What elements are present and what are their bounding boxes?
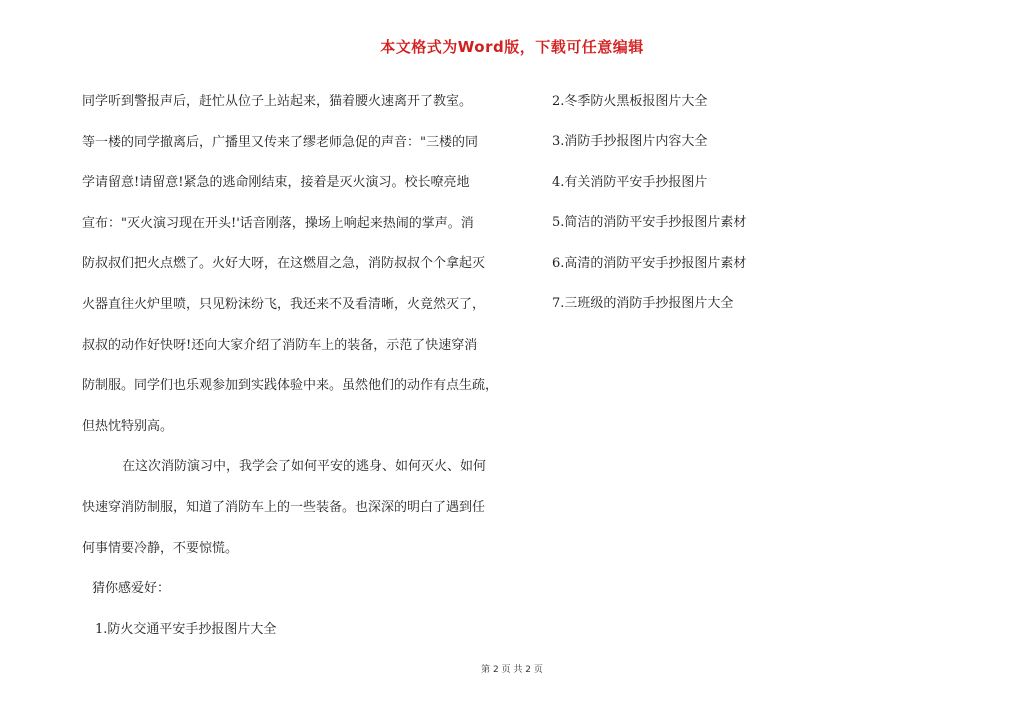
text-line: 学请留意!请留意!紧急的逃命刚结束，接着是灭火演习。校长嘹亮地: [82, 175, 470, 191]
recommendation-link[interactable]: 5.简洁的消防平安手抄报图片素材: [552, 215, 747, 231]
text-line: 防制服。同学们也乐观参加到实践体验中来。虽然他们的动作有点生疏，: [82, 378, 499, 394]
text-line: 火器直往火炉里喷，只见粉沫纷飞，我还来不及看清晰，火竟然灭了，: [82, 296, 486, 312]
text-line: 宣布："灭火演习现在开头!'话音刚落，操场上响起来热闹的掌声。消: [82, 215, 474, 231]
text-line: 叔叔的动作好快呀!还向大家介绍了消防车上的装备，示范了快速穿消: [82, 337, 478, 353]
text-line: 但热忱特别高。: [82, 418, 174, 434]
text-line: 等一楼的同学撤离后，广播里又传来了缪老师急促的声音："三楼的同: [82, 134, 478, 150]
text-line: 在这次消防演习中，我学会了如何平安的逃身、如何灭火、如何: [122, 459, 487, 475]
recommendation-link[interactable]: 4.有关消防平安手抄报图片: [552, 174, 708, 190]
document-banner: 本文格式为Word版，下载可任意编辑: [380, 38, 644, 56]
recommendation-link[interactable]: 3.消防手抄报图片内容大全: [552, 134, 708, 150]
text-line: 同学听到警报声后，赶忙从位子上站起来，猫着腰火速离开了教室。: [82, 94, 473, 109]
text-line: 防叔叔们把火点燃了。火好大呀，在这燃眉之急，消防叔叔个个拿起灭: [82, 256, 486, 272]
recommendation-link[interactable]: 7.三班级的消防手抄报图片大全: [552, 296, 734, 312]
text-line: 快速穿消防制服，知道了消防车上的一些装备。也深深的明白了遇到任: [82, 499, 486, 515]
page-number: 第 2 页 共 2 页: [481, 665, 543, 675]
main-text-column: [82, 82, 522, 650]
text-line: 何事情要冷静，不要惊慌。: [82, 540, 239, 556]
recommendation-list: [552, 82, 852, 324]
guess-label: 猜你感爱好：: [92, 581, 171, 597]
recommendation-link[interactable]: 2.冬季防火黑板报图片大全: [552, 94, 708, 109]
recommendation-link[interactable]: 1.防火交通平安手抄报图片大全: [95, 621, 277, 637]
recommendation-link[interactable]: 6.高清的消防平安手抄报图片素材: [552, 255, 747, 271]
